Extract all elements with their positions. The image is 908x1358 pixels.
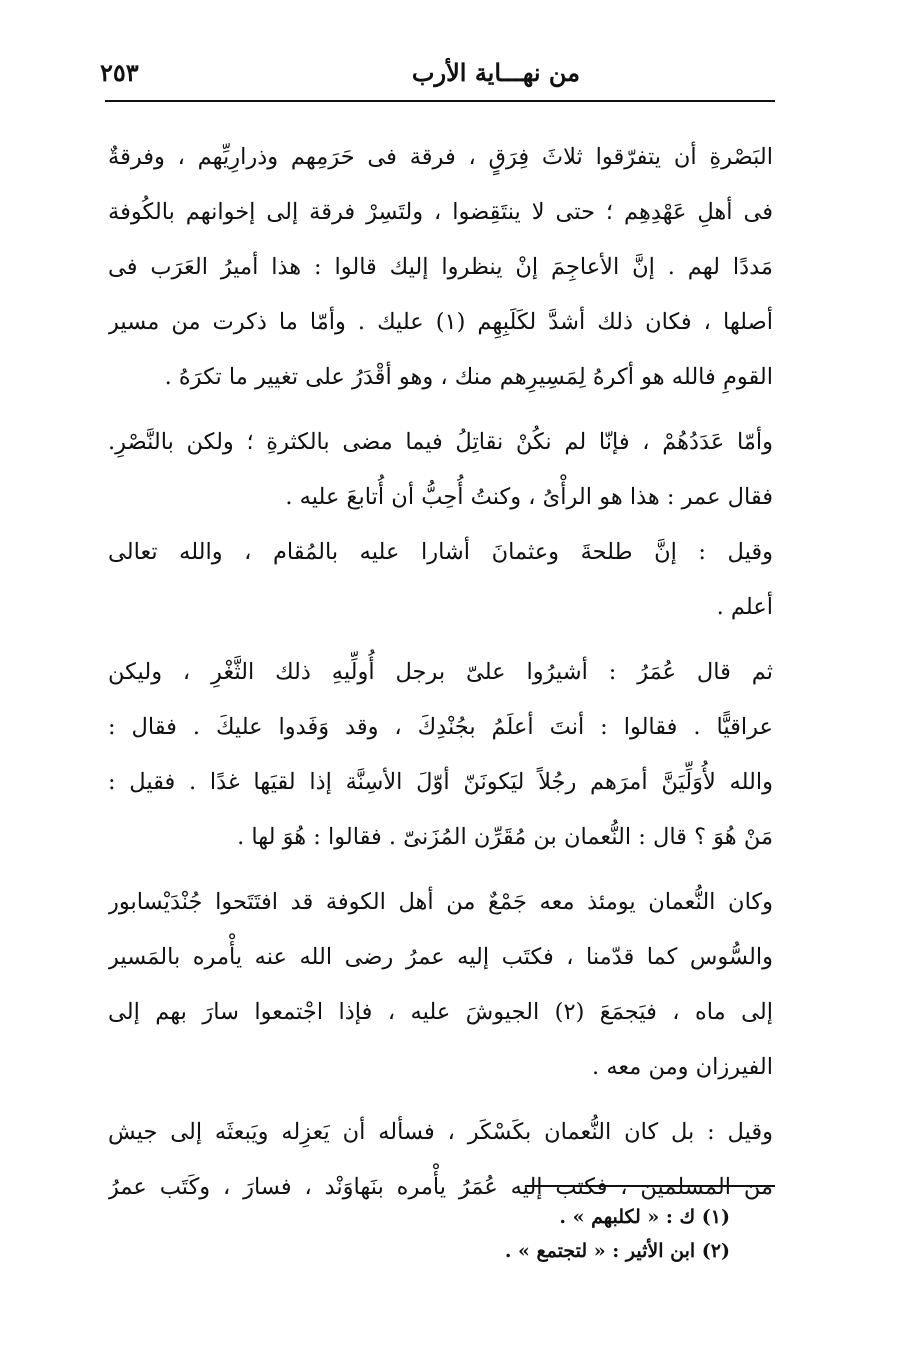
text-line: أصلها ، فكان ذلك أشدَّ لكَلَبِهِم (١) عليك . وأمّا ما ذكرت من مسير [108,309,773,335]
text-line: البَصْرةِ أن يتفرّقوا ثلاثَ فِرَقٍ ، فرقة فى حَرَمِهم وذرارِيِّهم ، وفرقةٌ [108,144,773,170]
text-line: فقال عمر : هذا هو الرأْىُ ، وكنتُ أُحِبُّ أن أُتابعَ عليه . [285,484,773,510]
text-line: إلى ماه ، فيَجمَعَ (٢) الجيوشَ عليه ، فإذا اجْتمعوا سارَ بهم إلى [108,999,773,1025]
text-line: وقيل : بل كان النُّعمان بكَسْكَر ، فسأله أن يَعزِله ويَبعثَه إلى جيش [108,1119,773,1145]
text-line: أعلم . [716,594,773,620]
text-line: وقيل : إنَّ طلحةَ وعثمانَ أشارا عليه بالمُقام ، والله تعالى [108,539,773,565]
text-line: فى أهلِ عَهْدِهِم ؛ حتى لا ينتَقِضوا ، ولتَسِرْ فرقة إلى إخوانهم بالكُوفة [108,199,773,225]
text-line: والله لأُوَلِّيَنَّ أمرَهم رجُلاً ليَكونَنّ أوّلَ الأسِنَّة إذا لقيَها غدًا . فقيل : [108,769,773,795]
footnote-rule [525,1185,775,1187]
footnote: (١) ك : « لكلبهم » . [559,1206,730,1228]
text-line: والسُّوس كما قدّمنا ، فكتَب إليه عمرُ رضى الله عنه يأْمره بالمَسير [108,944,773,970]
text-line: القومِ فالله هو أكرهُ لِمَسِيرِهم منك ، وهو أقْدَرُ على تغيير ما تكرَهُ . [164,364,773,390]
text-line: مَددًا لهم . إنَّ الأعاجِمَ إنْ ينظروا إليك قالوا : هذا أميرُ العَرَب فى [108,254,773,280]
text-line: وأمّا عَدَدُهُمْ ، فإنّا لم نكُنْ نقاتِلُ فيما مضى بالكثرةِ ؛ ولكن بالنَّصْرِ. [108,429,773,455]
footnotes [380,1200,730,1268]
text-line: من المسلمين ، فكتب إليه عُمَرُ يأْمره بنَهاوَنْد ، فسارَ ، وكَتَب عمرُ [108,1174,773,1200]
text-line: ثم قال عُمَرُ : أشيرُوا علىّ برجل أُولِّيهِ ذلك الثَّغْرِ ، وليكن [108,659,773,685]
page-number: ٢٥٣ [100,58,139,87]
text-line: مَنْ هُوَ ؟ قال : النُّعمان بن مُقَرِّن المُزَنىّ . فقالوا : هُوَ لها . [237,824,773,850]
text-line: الفيرزان ومن معه . [592,1054,773,1080]
body-text [108,130,773,1215]
page-header [100,58,780,98]
running-title: من نهـــاية الأرب [411,58,580,87]
text-line: وكان النُّعمان يومئذ معه جَمْعٌ من أهل الكوفة قد افتَتَحوا جُنْدَيْسابور [108,889,773,915]
header-rule [105,100,775,102]
footnote: (٢) ابن الأثير : « لتجتمع » . [504,1240,730,1262]
text-line: عراقيًّا . فقالوا : أنتَ أعلَمُ بجُنْدِكَ ، وقد وَفَدوا عليكَ . فقال : [108,714,773,740]
